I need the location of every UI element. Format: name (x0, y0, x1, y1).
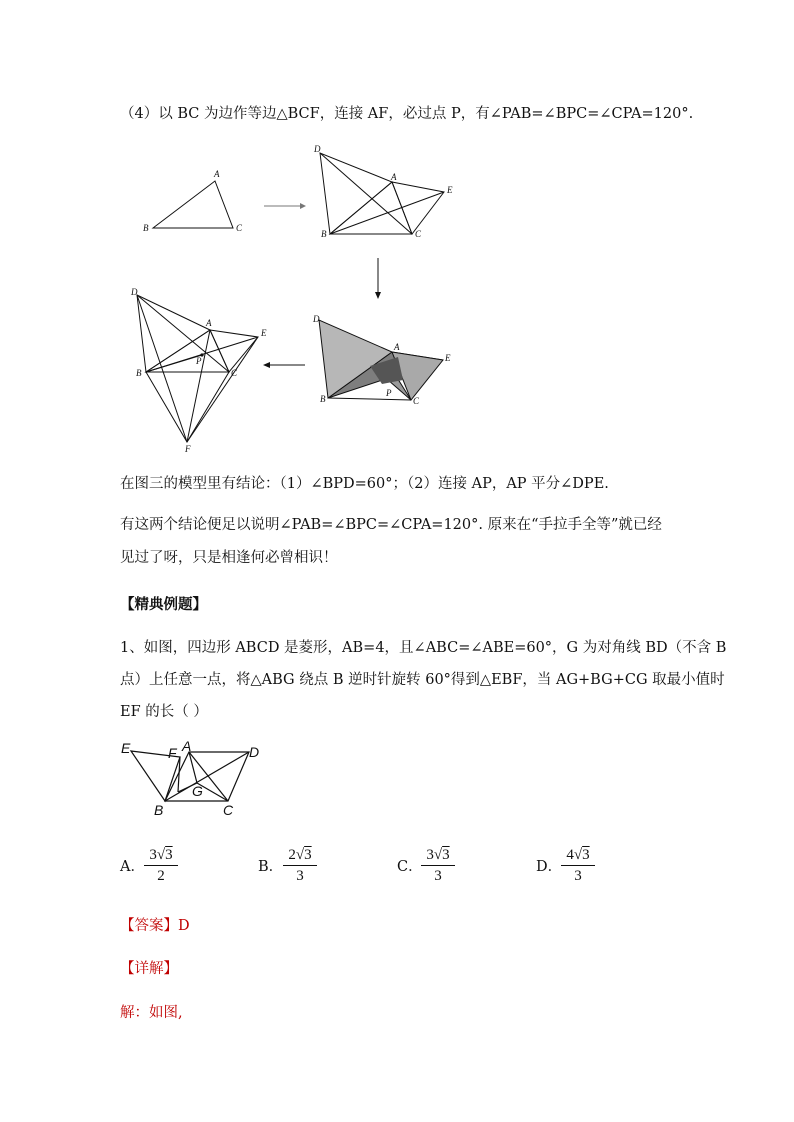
answer-label: 【答案】 (120, 918, 178, 934)
q-label-c: C (223, 802, 234, 818)
q-label-d: D (249, 744, 260, 760)
figure-step4 (137, 295, 258, 442)
arrow-right (264, 203, 306, 209)
solution-start: 解：如图, (120, 1005, 183, 1021)
arrow-down (375, 258, 381, 299)
q-label-a: A (182, 738, 192, 754)
option-c-letter: C． (397, 859, 423, 875)
intro-line: （4）以 BC 为边作等边△BCF，连接 AF，必过点 P，有∠PAB=∠BPC=∠CPA=120°. (120, 106, 694, 122)
fig1-label-b: B (143, 223, 149, 233)
section-title: 【精典例题】 (120, 596, 207, 613)
fig1-label-a: A (214, 169, 220, 179)
question-line-1: 1、如图，四边形 ABCD 是菱形，AB=4，且∠ABC=∠ABE=60°，G 为对角线 BD（不含 B (120, 640, 727, 656)
figure-triangle (153, 181, 233, 228)
fig3-label-c: C (413, 396, 420, 406)
option-d-fraction: $\frac{4√3}{3}$ (561, 846, 595, 885)
fig2-label-b: B (321, 229, 327, 239)
figure-step2 (320, 153, 444, 234)
fig4-label-f: F (185, 444, 191, 454)
answer-value: D (178, 918, 190, 934)
fig1-label-c: C (236, 223, 243, 233)
option-a-letter: A． (120, 859, 145, 875)
option-b-fraction: $\frac{2√3}{3}$ (283, 846, 317, 885)
fig2-label-e: E (447, 185, 453, 195)
question-line-3: EF 的长（ ） (120, 704, 208, 720)
option-c-fraction: $\frac{3√3}{3}$ (421, 846, 455, 885)
detail-label: 【详解】 (120, 961, 178, 977)
conclusion-line-2: 有这两个结论便足以说明∠PAB=∠BPC=∠CPA=120°. 原来在“手拉手全等”就已经 (120, 517, 662, 533)
q-label-b: B (154, 802, 164, 818)
fig3-label-a: A (394, 342, 400, 352)
fig3-label-p: P (386, 388, 392, 398)
fig4-label-c: C (231, 368, 238, 378)
question-line-2: 点）上任意一点，将△ABG 绕点 B 逆时针旋转 60°得到△EBF，当 AG+BG+CG 取最小值时 (120, 672, 725, 688)
option-b-letter: B． (258, 859, 284, 875)
conclusion-line-1: 在图三的模型里有结论：（1）∠BPD=60°；（2）连接 AP，AP 平分∠DPE. (120, 476, 609, 492)
fig4-label-p: P (196, 356, 202, 366)
fig4-label-d: D (131, 287, 138, 297)
q-label-g: G (192, 783, 203, 799)
fig2-label-c: C (415, 229, 422, 239)
fig4-label-a: A (206, 318, 212, 328)
arrow-left (263, 362, 305, 368)
answer-line (120, 916, 190, 936)
figure-step3 (319, 320, 443, 400)
option-d-letter: D． (536, 859, 563, 875)
conclusion-line-3: 见过了呀，只是相逢何必曾相识！ (120, 550, 338, 566)
fig3-label-d: D (313, 314, 320, 324)
figure-rhombus (131, 751, 249, 801)
fig4-label-b: B (136, 368, 142, 378)
option-a-fraction: $\frac{3√3}{2}$ (144, 846, 178, 885)
fig4-label-e: E (261, 328, 267, 338)
fig2-label-a: A (391, 172, 397, 182)
fig2-label-d: D (314, 144, 321, 154)
fig3-label-b: B (320, 394, 326, 404)
fig3-label-e: E (445, 353, 451, 363)
q-label-f: F (168, 745, 177, 761)
q-label-e: E (121, 740, 131, 756)
